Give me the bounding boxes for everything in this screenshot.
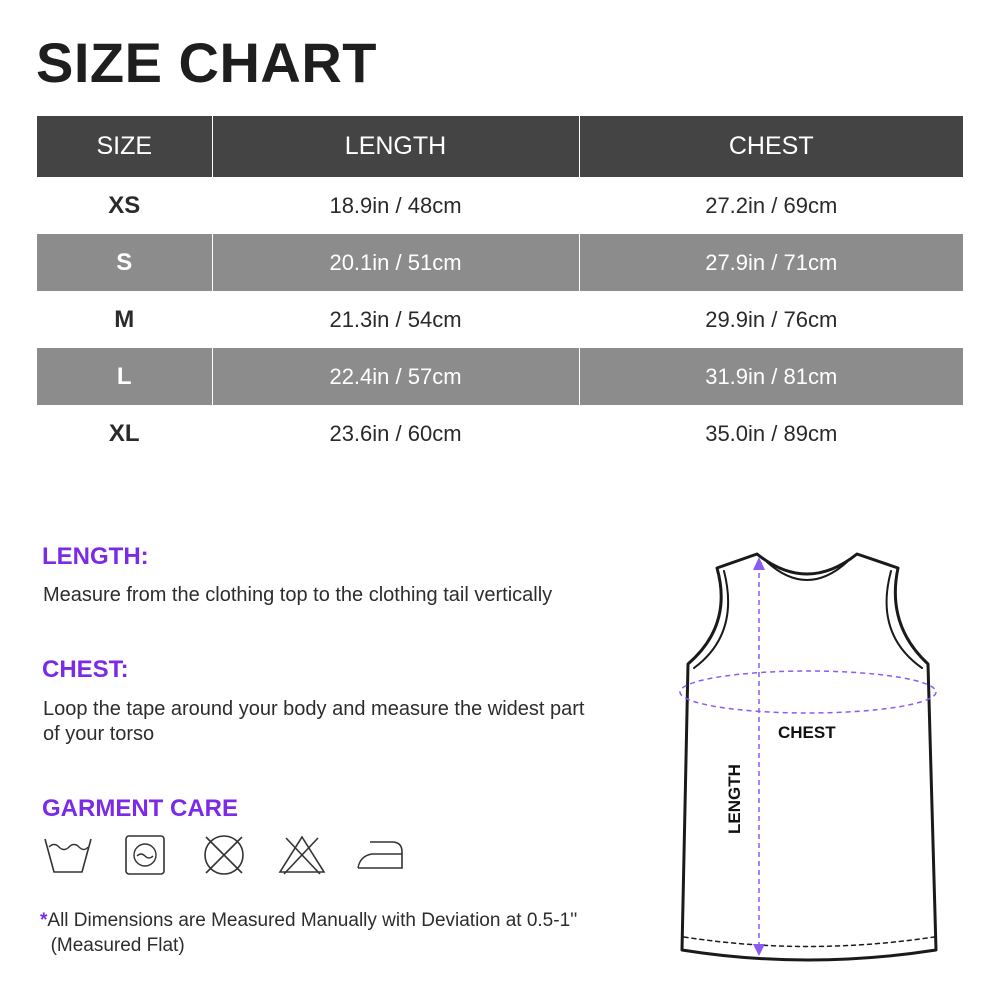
iron-icon (354, 832, 406, 878)
footnote-line2: (Measured Flat) (50, 935, 185, 956)
table-header-row (37, 116, 963, 177)
tank-top-outline (682, 554, 936, 960)
table-row (37, 177, 963, 234)
chest-cell: 27.9in / 71cm (579, 234, 963, 291)
garment-care-heading: GARMENT CARE (42, 795, 238, 822)
chest-cell: 35.0in / 89cm (579, 405, 963, 462)
length-label: LENGTH (725, 764, 744, 834)
chest-heading: CHEST: (42, 656, 129, 683)
header-size: SIZE (37, 116, 212, 177)
table-row (37, 348, 963, 405)
do-not-bleach-icon (276, 832, 328, 878)
chest-cell: 31.9in / 81cm (579, 348, 963, 405)
table-row (37, 234, 963, 291)
size-cell: XL (108, 419, 140, 447)
size-cell: S (37, 234, 212, 291)
length-heading: LENGTH: (42, 543, 149, 570)
header-chest: CHEST (579, 116, 963, 177)
hem-line (684, 937, 934, 947)
neckline-trim (757, 554, 857, 574)
length-description: Measure from the clothing top to the clothing tail vertically (43, 584, 553, 606)
table-row (37, 405, 963, 462)
length-cell: 23.6in / 60cm (212, 405, 579, 462)
size-cell: M (114, 305, 135, 333)
size-cell: L (37, 348, 212, 405)
chest-cell: 27.2in / 69cm (579, 177, 963, 234)
length-cell: 21.3in / 54cm (212, 291, 579, 348)
tumble-dry-icon (120, 832, 172, 878)
footnote-asterisk: * (40, 910, 48, 931)
header-length: LENGTH (212, 116, 579, 177)
size-cell: XS (108, 191, 141, 219)
hand-wash-icon (42, 832, 94, 878)
neckline-inner (767, 562, 847, 580)
chest-description-line1: Loop the tape around your body and measure the widest part (43, 698, 585, 720)
table-row (37, 291, 963, 348)
chest-description (43, 697, 653, 747)
length-cell: 20.1in / 51cm (212, 234, 579, 291)
chest-label: CHEST (778, 723, 836, 742)
dimensions-footnote (40, 908, 577, 958)
chest-cell: 29.9in / 76cm (579, 291, 963, 348)
size-table (37, 116, 963, 462)
length-cell: 18.9in / 48cm (212, 177, 579, 234)
length-arrow-bottom-icon (753, 944, 765, 956)
chest-description-line2: of your torso (43, 723, 155, 745)
chest-measure-line (680, 671, 936, 713)
footnote-line1: All Dimensions are Measured Manually with Deviation at 0.5-1'' (47, 910, 578, 931)
do-not-tumble-dry-icon (198, 832, 250, 878)
tank-top-diagram (660, 540, 960, 970)
length-cell: 22.4in / 57cm (212, 348, 579, 405)
page-title: SIZE CHART (36, 31, 377, 94)
